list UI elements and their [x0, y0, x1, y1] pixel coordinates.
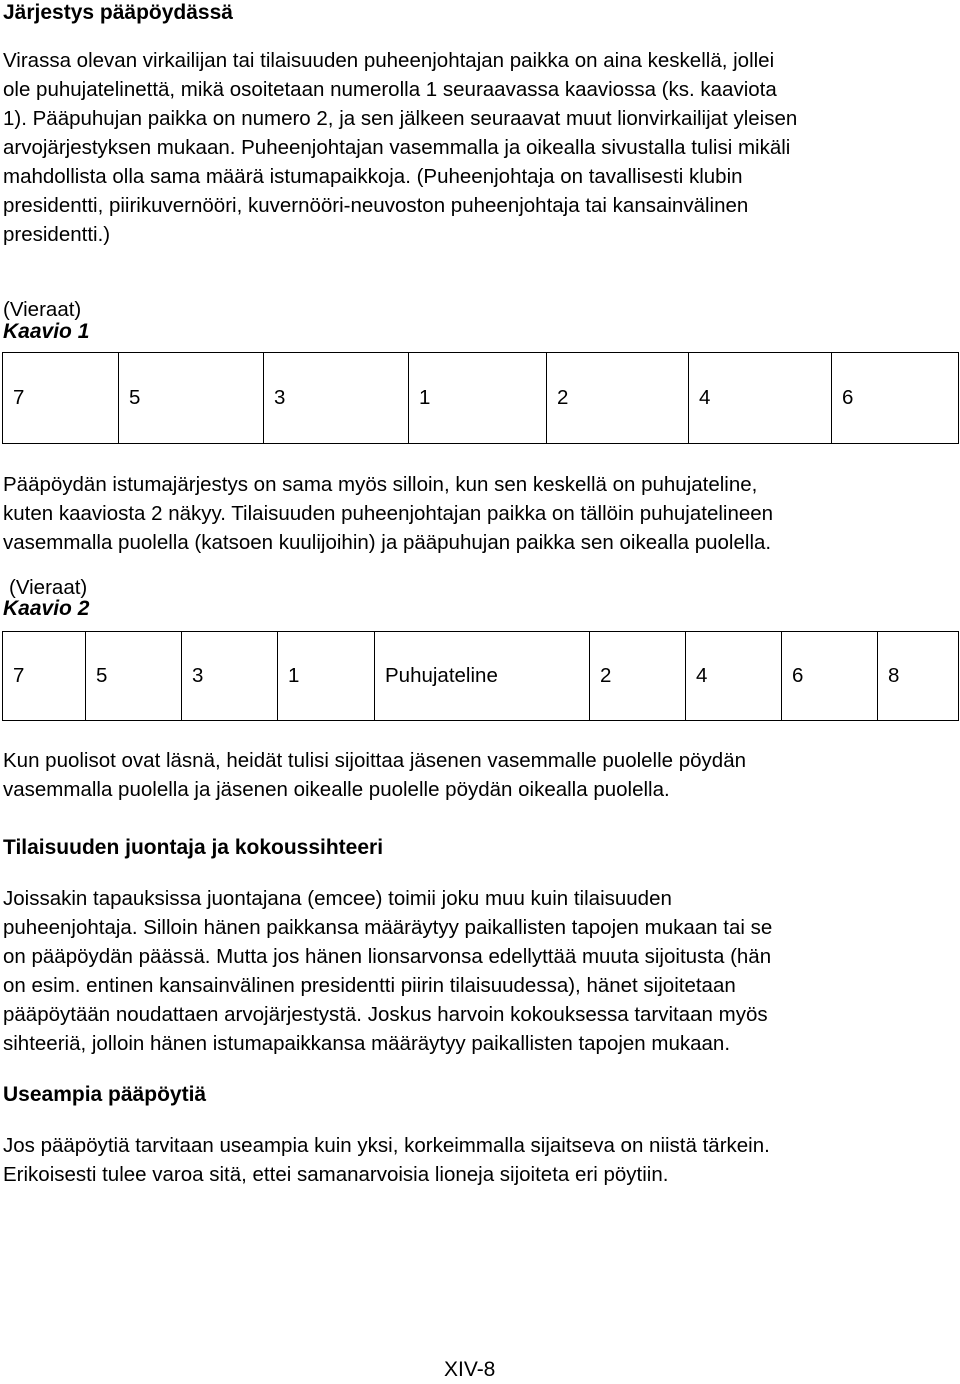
seat-cell: 1	[409, 353, 547, 444]
section-heading-emcee-secretary: Tilaisuuden juontaja ja kokoussihteeri	[3, 836, 384, 859]
guests-label: (Vieraat)	[9, 576, 88, 599]
paragraph-line: presidentti.)	[3, 223, 111, 246]
paragraph-line: puheenjohtaja. Silloin hänen paikkansa määräytyy paikallisten tapojen mukaan tai se	[3, 916, 773, 939]
seat-cell: 5	[119, 353, 264, 444]
paragraph-lectern	[3, 470, 953, 557]
paragraph-line: Kun puolisot ovat läsnä, heidät tulisi sijoittaa jäsenen vasemmalle puolelle pöydän	[3, 749, 747, 772]
seat-cell: 2	[547, 353, 689, 444]
paragraph-line: on pääpöydän päässä. Mutta jos hänen lionsarvonsa edellyttää muuta sijoitusta (hän	[3, 945, 772, 968]
paragraph-spouses	[3, 746, 953, 804]
paragraph-line: mahdollista olla sama määrä istumapaikkoja. (Puheenjohtaja on tavallisesti klubin	[3, 165, 743, 188]
seat-cell: 6	[832, 353, 959, 444]
seat-cell: 6	[782, 632, 878, 721]
paragraph-line: Jos pääpöytiä tarvitaan useampia kuin yksi, korkeimmalla sijaitseva on niistä tärkein.	[3, 1134, 770, 1157]
seat-cell: 8	[878, 632, 959, 721]
seat-cell: 5	[86, 632, 182, 721]
paragraph-line: Virassa olevan virkailijan tai tilaisuuden puheenjohtajan paikka on aina keskellä, jollei	[3, 49, 775, 72]
paragraph-line: kuten kaaviosta 2 näkyy. Tilaisuuden puheenjohtajan paikka on tällöin puhujatelineen	[3, 502, 774, 525]
diagram-title: Kaavio 2	[3, 597, 90, 620]
guests-label: (Vieraat)	[3, 298, 82, 321]
paragraph-line: Joissakin tapauksissa juontajana (emcee) toimii joku muu kuin tilaisuuden	[3, 887, 672, 910]
seat-cell: 7	[3, 632, 86, 721]
section-heading-multiple-head-tables: Useampia pääpöytiä	[3, 1083, 207, 1106]
paragraph-line: on esim. entinen kansainvälinen presidentti piirin tilaisuudessa), hänet sijoitetaan	[3, 974, 736, 997]
seat-cell: 2	[590, 632, 686, 721]
seating-diagram-2	[2, 631, 959, 721]
seat-cell: 7	[3, 353, 119, 444]
paragraph-line: 1). Pääpuhujan paikka on numero 2, ja sen jälkeen seuraavat muut lionvirkailijat yleisen	[3, 107, 798, 130]
paragraph-line: pääpöytään noudattaen arvojärjestystä. Joskus harvoin kokouksessa tarvitaan myös	[3, 1003, 768, 1026]
lectern-cell: Puhujateline	[375, 632, 590, 721]
paragraph-line: vasemmalla puolella ja jäsenen oikealle puolelle pöydän oikealla puolella.	[3, 778, 670, 801]
paragraph-line: presidentti, piirikuvernööri, kuvernööri-neuvoston puheenjohtaja tai kansainvälinen	[3, 194, 749, 217]
paragraph-line: vasemmalla puolella (katsoen kuulijoihin) ja pääpuhujan paikka sen oikealla puolella.	[3, 531, 772, 554]
section-heading-head-table-order: Järjestys pääpöydässä	[3, 1, 233, 24]
paragraph-line: arvojärjestyksen mukaan. Puheenjohtajan vasemmalla ja oikealla sivustalla tulisi mikäli	[3, 136, 791, 159]
paragraph-line: Pääpöydän istumajärjestys on sama myös silloin, kun sen keskellä on puhujateline,	[3, 473, 758, 496]
paragraph-line: Erikoisesti tulee varoa sitä, ettei samanarvoisia lioneja sijoiteta eri pöytiin.	[3, 1163, 669, 1186]
paragraph-intro	[3, 46, 953, 249]
page-number: XIV-8	[444, 1358, 496, 1381]
seat-cell: 1	[278, 632, 375, 721]
paragraph-line: ole puhujatelinettä, mikä osoitetaan numerolla 1 seuraavassa kaaviossa (ks. kaaviota	[3, 78, 777, 101]
paragraph-emcee	[3, 884, 953, 1058]
seat-cell: 3	[264, 353, 409, 444]
seating-diagram-1	[2, 352, 959, 444]
diagram-title: Kaavio 1	[3, 320, 90, 343]
seat-cell: 3	[182, 632, 278, 721]
paragraph-multiple-tables	[3, 1131, 953, 1189]
seat-cell: 4	[686, 632, 782, 721]
seat-cell: 4	[689, 353, 832, 444]
paragraph-line: sihteeriä, jolloin hänen istumapaikkansa määräytyy paikallisten tapojen mukaan.	[3, 1032, 731, 1055]
